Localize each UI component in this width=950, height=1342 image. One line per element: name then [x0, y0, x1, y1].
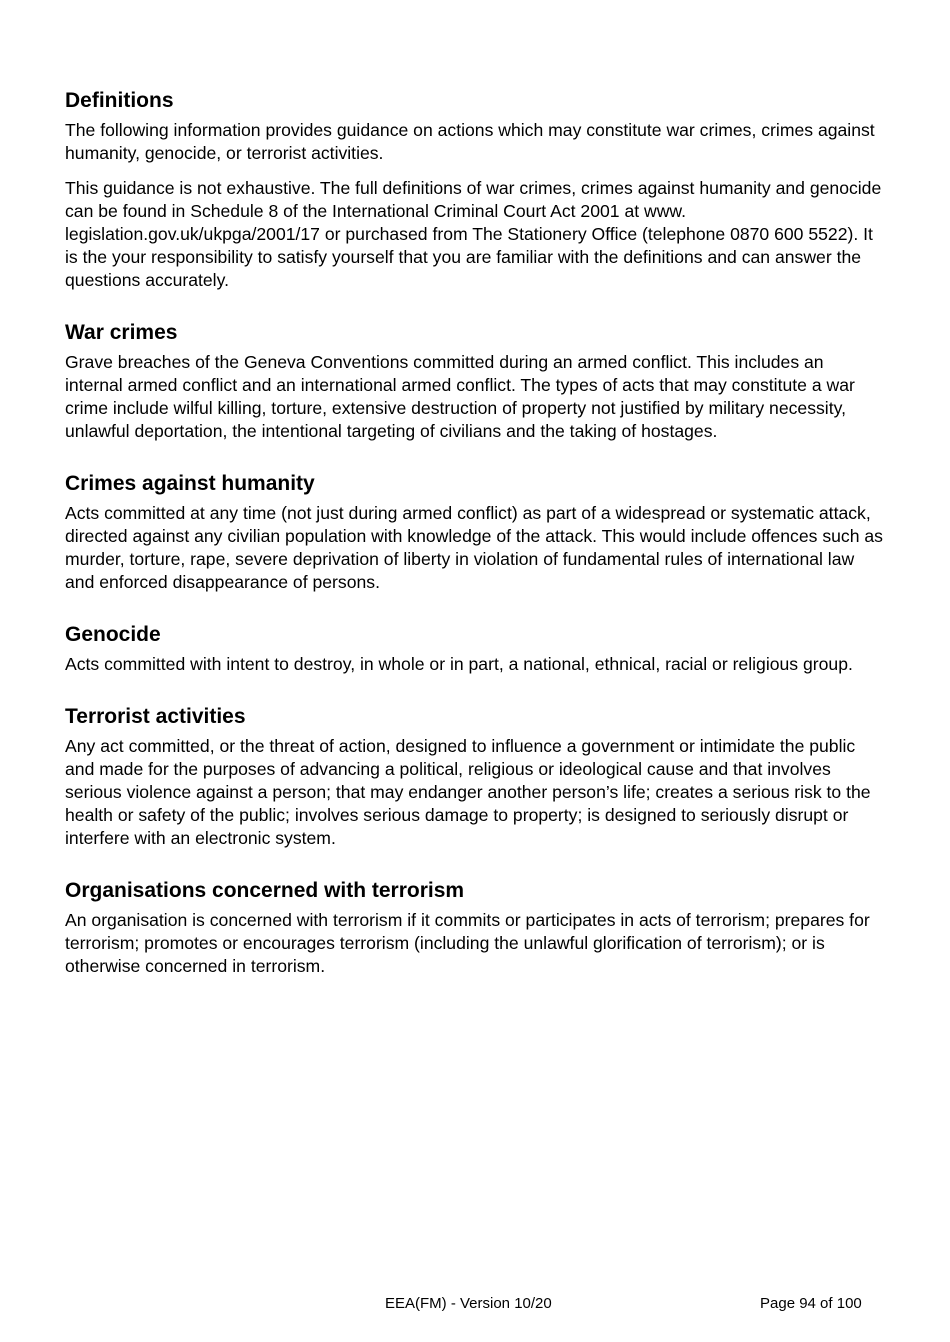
section-heading: Organisations concerned with terrorism: [65, 879, 465, 902]
section-paragraph: Any act committed, or the threat of action, designed to influence a government or intimidate the public and made for the purposes of advancing a political, religious or ideological cause and that involves serious violence against a person; that may endanger another person’s life; creates a serious risk to the health or safety of the public; involves serious damage to property; is designed to seriously disrupt or interfere with an electronic system.: [65, 736, 871, 848]
section-war-crimes: [65, 320, 885, 443]
document-body: [65, 88, 885, 1006]
section-paragraph: Acts committed at any time (not just during armed conflict) as part of a widespread or systematic attack, directed against any civilian population with knowledge of the attack. This would include offences such as murder, torture, rape, severe deprivation of liberty in violation of fundamental rules of international law and enforced disappearance of persons.: [65, 503, 883, 592]
section-heading: War crimes: [65, 321, 178, 344]
section-heading: Terrorist activities: [65, 705, 246, 728]
section-heading: Genocide: [65, 623, 161, 646]
section-heading: Crimes against humanity: [65, 472, 315, 495]
section-heading: Definitions: [65, 89, 174, 112]
section-paragraph: Acts committed with intent to destroy, in whole or in part, a national, ethnical, racial or religious group.: [65, 654, 853, 674]
section-genocide: [65, 622, 885, 676]
section-paragraph: This guidance is not exhaustive. The full definitions of war crimes, crimes against humanity and genocide can be found in Schedule 8 of the International Criminal Court Act 2001 at www.​legislation.gov.uk/ukpga/2001/17 or purchased from The Stationery Office (telephone 0870 600 5522). It is the your responsibility to satisfy yourself that you are familiar with the definitions and can answer the questions accurately.: [65, 178, 882, 290]
section-definitions: [65, 88, 885, 292]
section-paragraph: The following information provides guidance on actions which may constitute war crimes, crimes against humanity, genocide, or terrorist activities.: [65, 120, 875, 163]
section-terrorist-activities: [65, 704, 885, 850]
section-paragraph: Grave breaches of the Geneva Conventions committed during an armed conflict. This includes an internal armed conflict and an international armed conflict. The types of acts that may constitute a war crime include wilful killing, torture, extensive destruction of property not justified by military necessity, unlawful deportation, the intentional targeting of civilians and the taking of hostages.: [65, 352, 855, 441]
section-organisations-terrorism: [65, 878, 885, 978]
footer-page-number: Page 94 of 100: [760, 1295, 862, 1312]
footer-version: EEA(FM) - Version 10/20: [385, 1295, 552, 1312]
section-crimes-against-humanity: [65, 471, 885, 594]
section-paragraph: An organisation is concerned with terrorism if it commits or participates in acts of terrorism; prepares for terrorism; promotes or encourages terrorism (including the unlawful glorification of terrorism); or is otherwise concerned in terrorism.: [65, 910, 870, 976]
page-footer: [0, 1295, 950, 1315]
